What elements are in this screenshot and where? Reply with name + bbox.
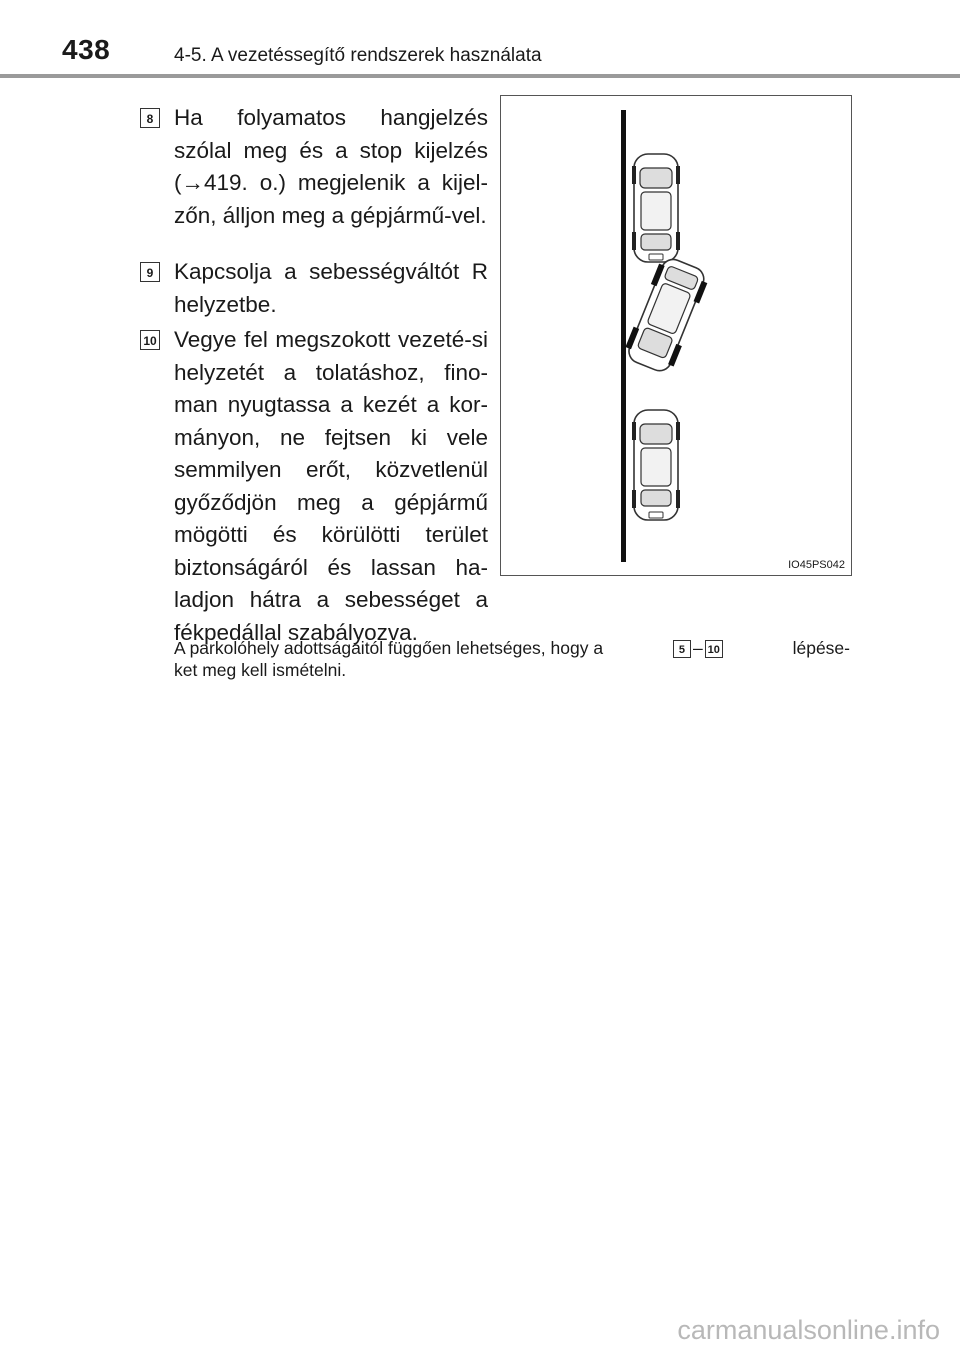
note-text-after: lépése-: [792, 638, 850, 658]
note-line-1: [174, 637, 850, 659]
curb-line: [621, 110, 626, 562]
section-title: 4-5. A vezetéssegítő rendszerek használata: [174, 45, 542, 66]
watermark: carmanualsonline.info: [677, 1315, 940, 1345]
range-dash: –: [692, 638, 703, 658]
parked-car-icon: [632, 154, 680, 262]
note-step-range: [671, 637, 725, 659]
inline-step-badge: 5: [673, 640, 691, 658]
step-text: Kapcsolja a sebességváltót R helyzetbe.: [174, 259, 488, 317]
page-header: [0, 0, 960, 80]
header-divider: [0, 74, 960, 78]
parked-car-icon: [632, 410, 680, 520]
parking-diagram: [501, 96, 851, 575]
step-badge: 9: [140, 262, 160, 282]
note-text-before: A parkolóhely adottságaitól függően lehetséges, hogy a: [174, 638, 604, 658]
note-line-2: ket meg kell ismételni.: [174, 660, 347, 680]
step-text: Ha folyamatos hangjelzés szólal meg és a stop kijelzés (→419. o.) megjelenik a kijel-zőn, álljon meg a gépjármű-vel.: [174, 105, 488, 228]
step-badge: 8: [140, 108, 160, 128]
parking-illustration: [500, 95, 852, 576]
inline-step-badge: 10: [705, 640, 723, 658]
figure-label: IO45PS042: [788, 559, 845, 571]
step-text: Vegye fel megszokott vezeté-si helyzetét a tolatáshoz, fino-man nyugtassa a kezét a kor-mányon, ne fejtsen ki vele semmilyen erőt, közvetlenül győződjön meg a gépjármű mögötti és körülötti terület biztonságáról és lassan ha-ladjon hátra a sebességet a fékpedállal szabályozva.: [174, 327, 488, 645]
note-paragraph: [174, 637, 850, 681]
step-badge: 10: [140, 330, 160, 350]
page-number: 438: [62, 34, 111, 65]
reversing-car-icon: [622, 254, 711, 375]
